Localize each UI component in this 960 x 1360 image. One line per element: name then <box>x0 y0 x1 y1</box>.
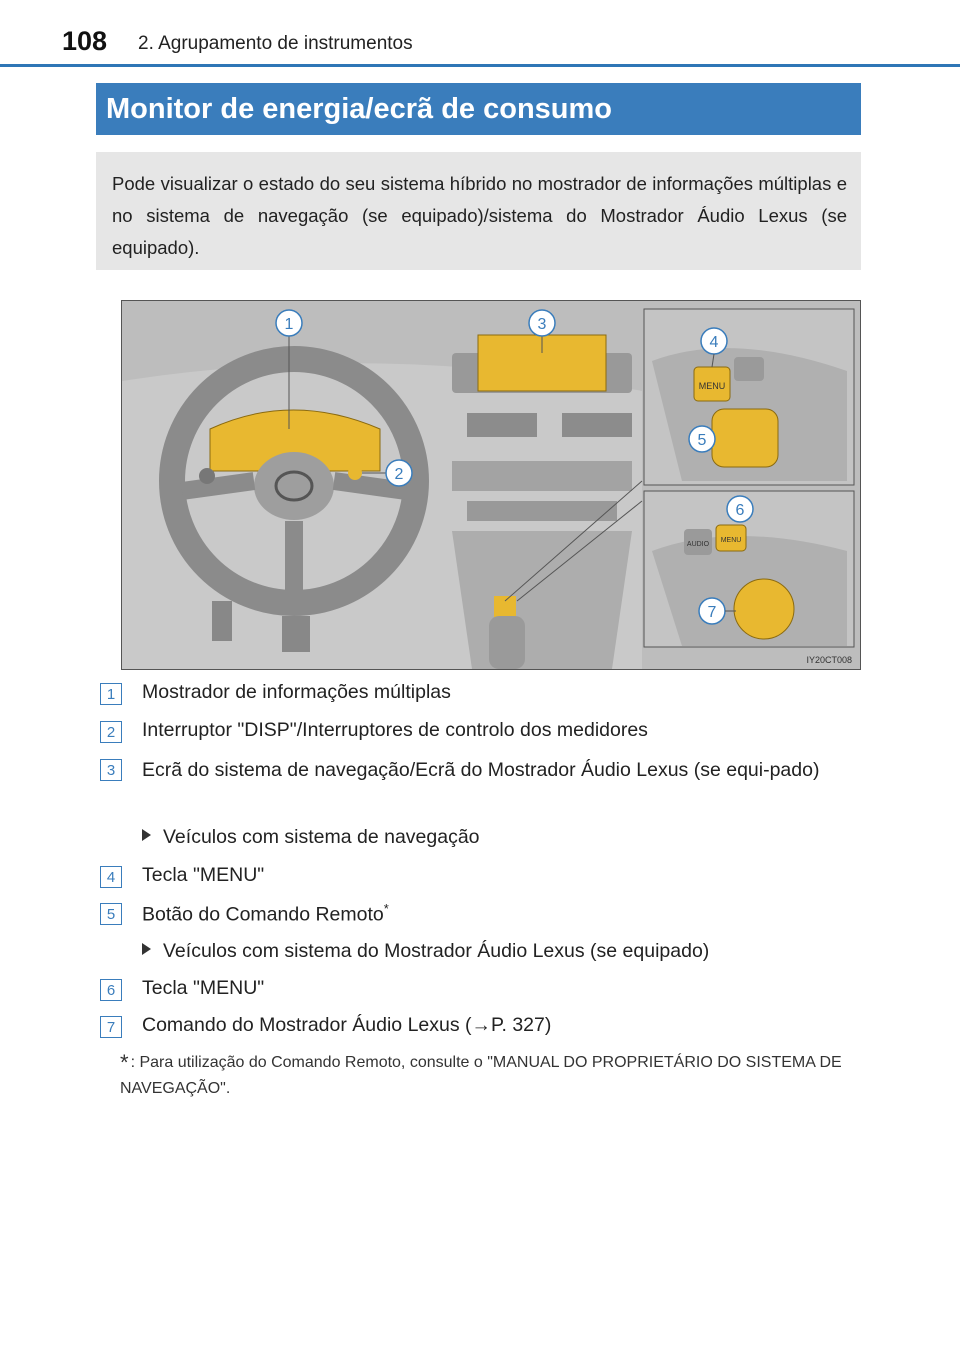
callout-3 <box>529 310 555 336</box>
item-number: 7 <box>100 1016 122 1038</box>
inset-menu-key-2-label: MENU <box>720 537 742 544</box>
center-console <box>452 531 632 669</box>
subheading-audio <box>142 940 709 963</box>
item-text: Tecla "MENU" <box>142 977 265 999</box>
callout-5 <box>689 426 715 452</box>
pedal-brake <box>212 601 232 641</box>
callout-3-label: 3 <box>537 316 547 333</box>
chapter-title: 2. Agrupamento de instrumentos <box>138 33 413 54</box>
item-number: 3 <box>100 759 122 781</box>
item-text <box>142 901 389 927</box>
item-text: Tecla "MENU" <box>142 864 265 886</box>
footnote-text: : Para utilização do Comando Remoto, consulte o "MANUAL DO PROPRIETÁRIO DO SISTEMA DE NAVEGAÇÃO". <box>120 1054 842 1097</box>
callout-1 <box>276 310 302 336</box>
intro-box: Pode visualizar o estado do seu sistema híbrido no mostrador de informações múltiplas e no sistema de navegação (se equipado)/sistema do Mostrador Áudio Lexus (se equipado). <box>96 152 861 270</box>
item-number: 6 <box>100 979 122 1001</box>
console-knob-highlight <box>494 596 516 618</box>
item-number: 1 <box>100 683 122 705</box>
callout-4-label: 4 <box>709 334 719 351</box>
callout-4 <box>701 328 727 354</box>
item-number: 5 <box>100 903 122 925</box>
inset-remote-touch <box>712 409 778 467</box>
callout-7-label: 7 <box>707 604 717 621</box>
inset-menu-key-label: MENU <box>698 381 726 391</box>
dashboard-illustration <box>121 300 861 670</box>
item-number: 2 <box>100 721 122 743</box>
subheading-nav <box>142 826 480 849</box>
callout-6-label: 6 <box>735 502 745 519</box>
inset-key-2 <box>734 357 764 381</box>
callout-5-label: 5 <box>697 432 707 449</box>
gear-lever <box>489 616 525 669</box>
item-text-body: Botão do Comando Remoto <box>142 903 384 926</box>
item-text: Interruptor "DISP"/Interruptores de controlo dos medidores <box>142 719 648 741</box>
vent-left <box>467 413 537 437</box>
callout-6 <box>727 496 753 522</box>
header-rule <box>0 64 960 67</box>
callout-2 <box>386 460 412 486</box>
triangle-bullet-icon <box>142 829 151 841</box>
page-number: 108 <box>62 26 108 56</box>
item-text: Comando do Mostrador Áudio Lexus (→P. 327) <box>142 1014 552 1036</box>
pedal-accel <box>282 616 310 652</box>
left-switch <box>199 468 215 484</box>
steering-hub <box>254 452 334 520</box>
callout-2-label: 2 <box>394 466 404 483</box>
climate-panel <box>467 501 617 521</box>
triangle-bullet-icon <box>142 943 151 955</box>
dashboard-svg <box>122 301 860 669</box>
disp-switch-highlight <box>348 466 362 480</box>
footnote <box>120 1050 862 1102</box>
callout-1-label: 1 <box>284 316 294 333</box>
asterisk-mark: * <box>383 901 389 916</box>
subheading-text: Veículos com sistema de navegação <box>163 826 480 848</box>
inset-audio-dial <box>734 579 794 639</box>
audio-panel <box>452 461 632 491</box>
footnote-mark: * <box>120 1050 129 1075</box>
subheading-text: Veículos com sistema do Mostrador Áudio Lexus (se equipado) <box>163 940 710 962</box>
figure-code: IY20CT008 <box>806 655 852 665</box>
vent-right <box>562 413 632 437</box>
callout-7 <box>699 598 725 624</box>
item-text: Mostrador de informações múltiplas <box>142 681 451 703</box>
item-text: Ecrã do sistema de navegação/Ecrã do Mostrador Áudio Lexus (se equi-pado) <box>142 759 820 781</box>
page-header <box>0 0 960 70</box>
item-number: 4 <box>100 866 122 888</box>
section-title: Monitor de energia/ecrã de consumo <box>96 83 861 135</box>
inset-audio-key-label: AUDIO <box>686 541 710 548</box>
